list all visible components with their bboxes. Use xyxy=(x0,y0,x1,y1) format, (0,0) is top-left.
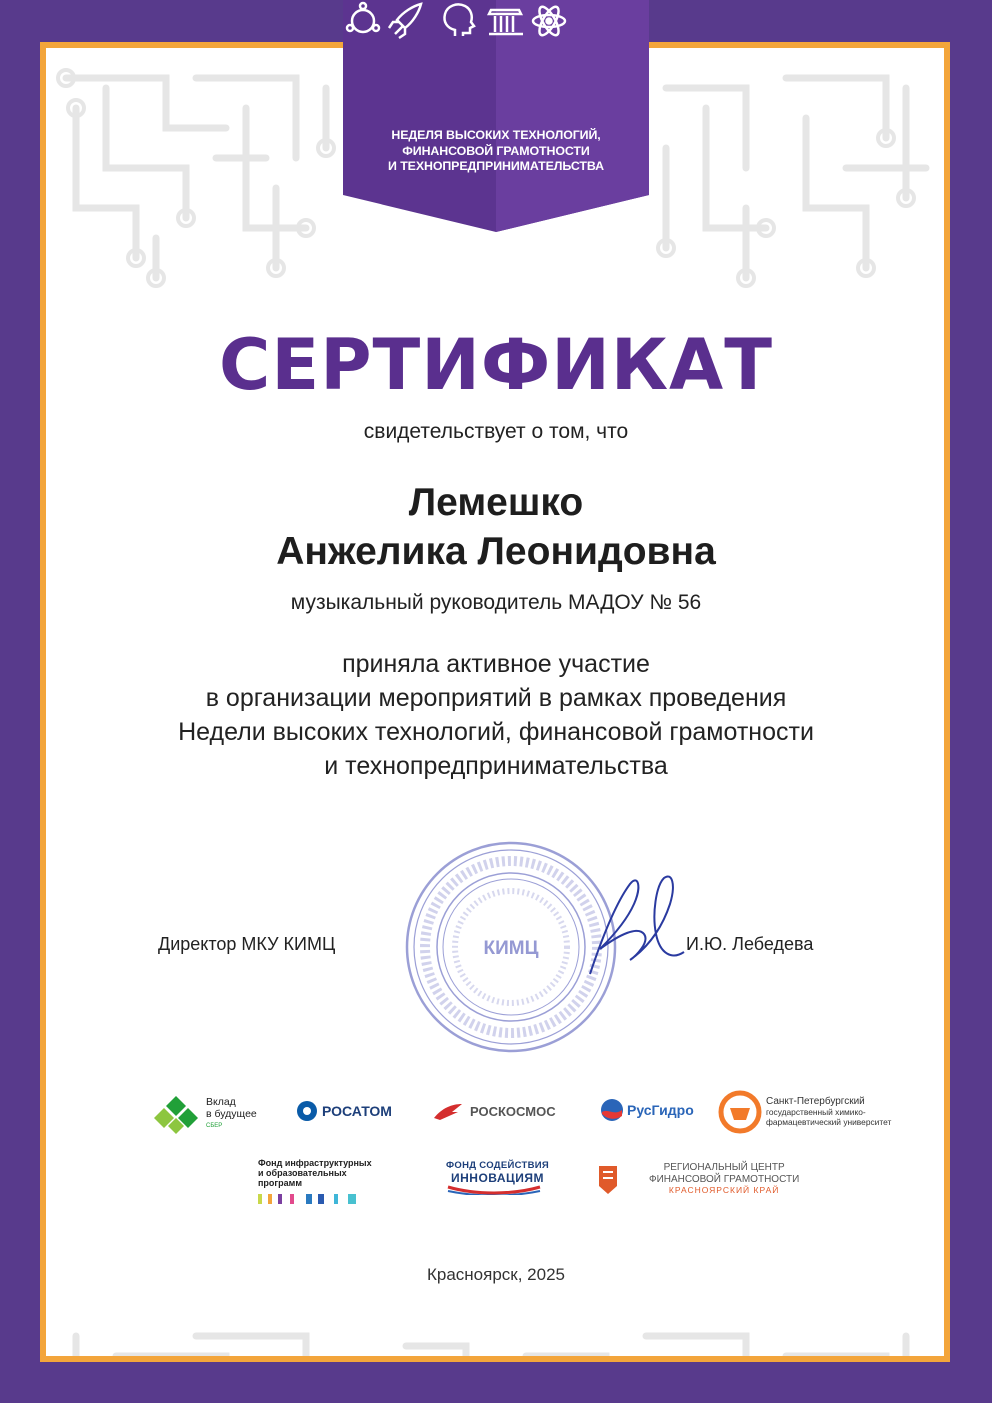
spbhfu-line: государственный химико- xyxy=(766,1107,866,1117)
body-line: Недели высоких технологий, финансовой грамотности xyxy=(178,718,814,746)
region-line: РЕГИОНАЛЬНЫЙ ЦЕНТР xyxy=(663,1162,785,1173)
vklad-icon xyxy=(152,1094,200,1134)
recipient-name xyxy=(0,478,992,576)
head-profile-icon xyxy=(444,4,474,36)
certificate-title: СЕРТИФИКАТ xyxy=(219,324,773,406)
roskosmos-icon xyxy=(432,1102,464,1120)
atom-icon xyxy=(533,4,565,38)
fond-infra-line: и образовательных xyxy=(258,1168,347,1178)
signer-name: И.Ю. Лебедева xyxy=(686,934,814,954)
banner-title-line: И ТЕХНОПРЕДПРИНИМАТЕЛЬСТВА xyxy=(388,159,604,173)
fond-innov-line: ИННОВАЦИЯМ xyxy=(450,1171,545,1185)
banner-title-line: ФИНАНСОВОЙ ГРАМОТНОСТИ xyxy=(402,143,590,158)
signer-title: Директор МКУ КИМЦ xyxy=(158,934,336,954)
logo-vklad xyxy=(152,1094,257,1134)
vklad-line: Вклад xyxy=(206,1096,236,1108)
stamp-label: КИМЦ xyxy=(483,938,539,959)
molecule-icon xyxy=(347,3,379,32)
spbhfu-line: Санкт-Петербургский xyxy=(766,1096,865,1107)
vklad-sber: СБЕР xyxy=(206,1123,223,1129)
vklad-line: в будущее xyxy=(206,1108,257,1120)
rosatom-icon xyxy=(296,1100,318,1122)
banner-icons xyxy=(343,0,569,42)
roskosmos-text: РОСКОСМОС xyxy=(470,1103,556,1119)
recipient-position: музыкальный руководитель МАДОУ № 56 xyxy=(290,591,702,614)
circuit-pattern-bottom xyxy=(46,1316,944,1356)
logo-fond-infra xyxy=(258,1158,372,1206)
certificate-lead: свидетельствует о том, что xyxy=(363,420,629,443)
certificate-body xyxy=(0,647,992,783)
recipient-surname: Лемешко xyxy=(408,481,584,524)
fond-infra-bars-icon xyxy=(258,1194,368,1206)
rushydro-icon xyxy=(600,1098,624,1122)
recipient-given-names: Анжелика Леонидовна xyxy=(276,530,716,573)
banner-title xyxy=(343,128,649,175)
body-line: приняла активное участие xyxy=(342,650,650,678)
logo-spbhfu xyxy=(718,1090,891,1134)
krasnoyarsk-emblem-icon xyxy=(597,1164,619,1194)
fond-infra-line: Фонд инфраструктурных xyxy=(258,1158,372,1168)
spbhfu-icon xyxy=(718,1090,762,1134)
rosatom-text: РОСАТОМ xyxy=(322,1103,392,1119)
body-line: в организации мероприятий в рамках проведения xyxy=(205,684,787,712)
building-icon xyxy=(489,10,523,34)
region-line: ФИНАНСОВОЙ ГРАМОТНОСТИ xyxy=(649,1173,800,1185)
event-banner xyxy=(343,0,649,232)
fond-innov-line: ФОНД СОДЕЙСТВИЯ xyxy=(446,1160,550,1171)
banner-title-line: НЕДЕЛЯ ВЫСОКИХ ТЕХНОЛОГИЙ, xyxy=(391,128,601,142)
logo-roskosmos xyxy=(432,1102,556,1120)
logo-rushydro xyxy=(600,1098,694,1122)
logo-fond-innovations xyxy=(446,1160,549,1195)
logo-rosatom xyxy=(296,1100,392,1122)
logo-regional-center xyxy=(597,1162,799,1197)
spbhfu-line: фармацевтический университет xyxy=(766,1117,892,1127)
fond-innov-swoosh-icon xyxy=(446,1185,542,1195)
fond-infra-line: программ xyxy=(258,1178,302,1188)
body-line: и технопредпринимательства xyxy=(324,752,668,780)
city-year: Красноярск, 2025 xyxy=(426,1265,566,1284)
handwritten-signature xyxy=(560,864,690,994)
rushydro-text: РусГидро xyxy=(627,1102,694,1118)
region-line: КРАСНОЯРСКИЙ КРАЙ xyxy=(668,1185,780,1195)
rocket-icon xyxy=(389,4,421,38)
